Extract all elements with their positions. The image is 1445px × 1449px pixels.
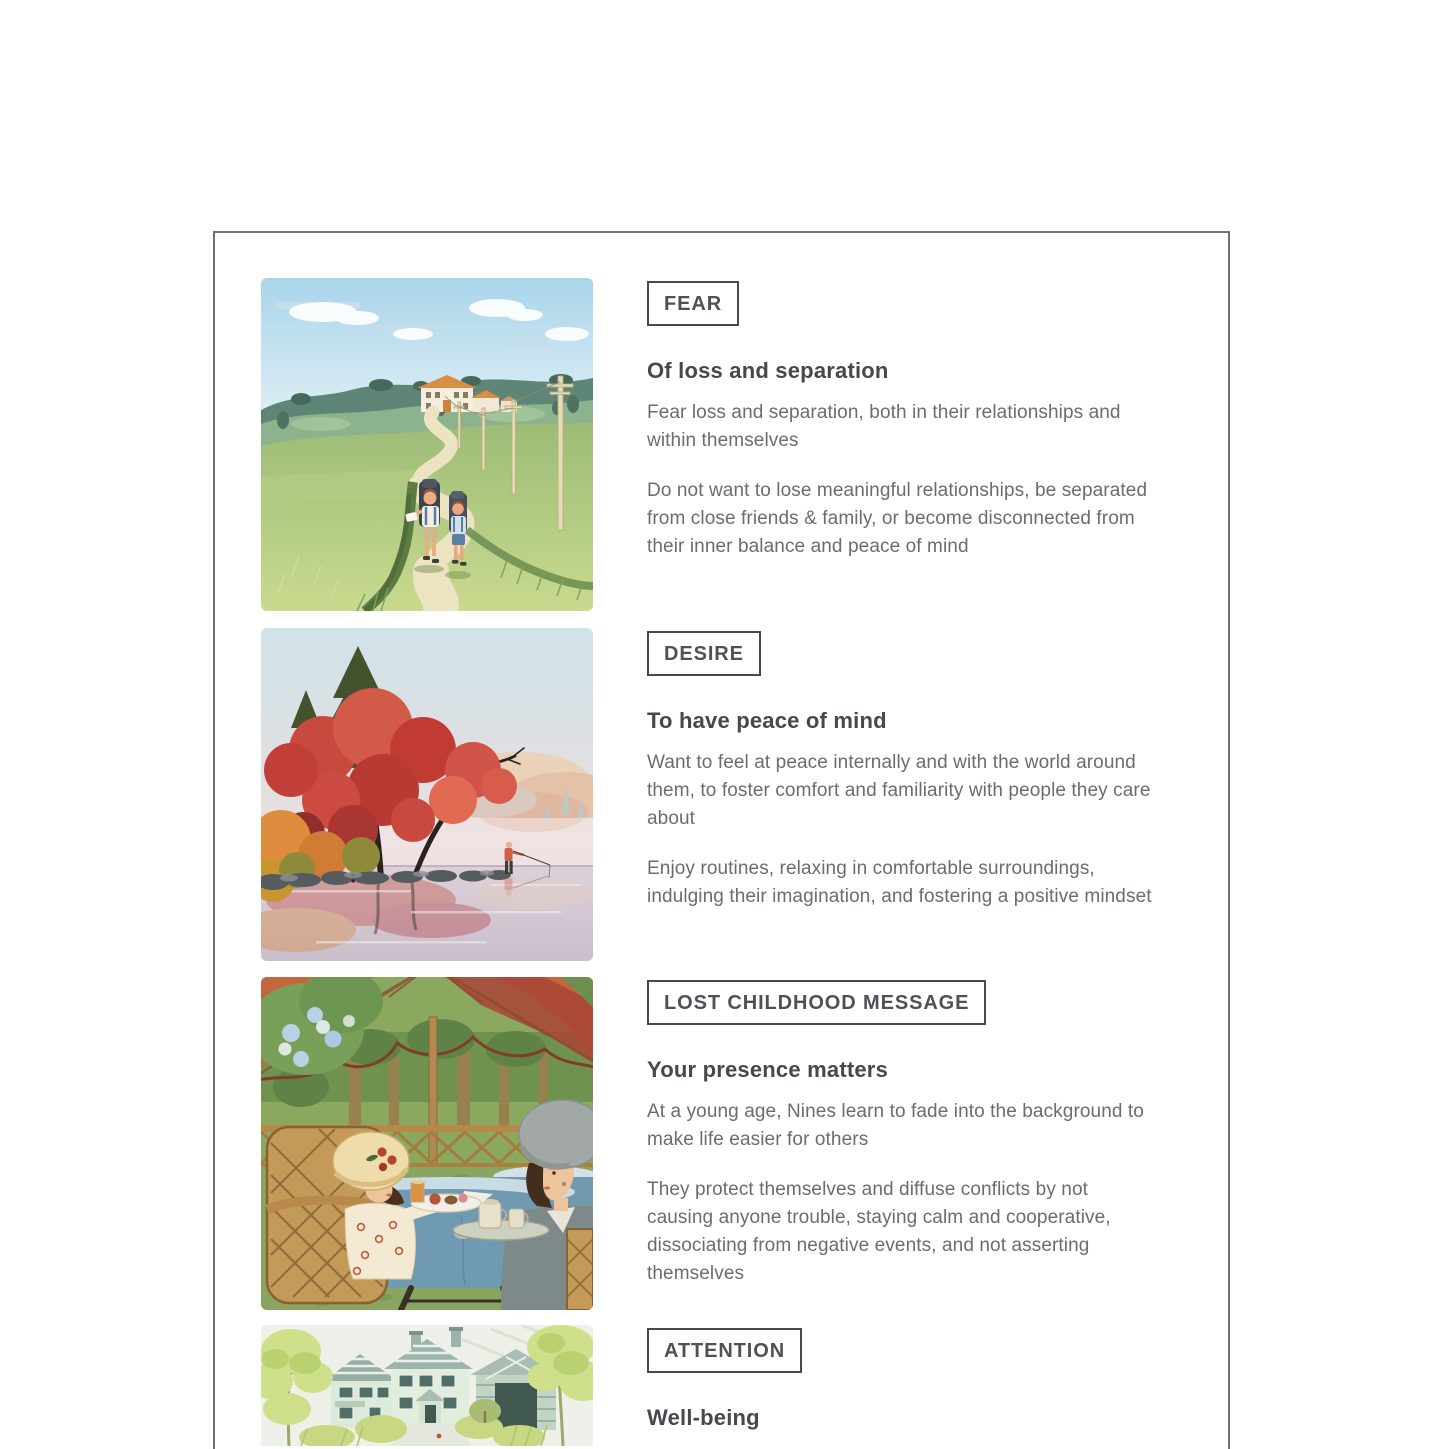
country-house-image — [261, 1325, 593, 1446]
desire-heading: To have peace of mind — [647, 708, 887, 733]
fear-label-badge: FEAR — [647, 281, 739, 326]
attention-heading: Well-being — [647, 1405, 760, 1430]
fear-paragraph-1: Fear loss and separation, both in their relationships and within themselves — [647, 402, 1121, 451]
section-attention — [261, 1325, 1191, 1449]
attention-illustration — [261, 1325, 593, 1446]
section-fear — [261, 278, 1191, 611]
garden-tea-image — [261, 977, 593, 1310]
autumn-lake-image — [261, 628, 593, 961]
lost-childhood-paragraph-1: At a young age, Nines learn to fade into the background to make life easier for others — [647, 1101, 1144, 1150]
lost-childhood-label-badge: LOST CHILDHOOD MESSAGE — [647, 980, 986, 1025]
lost-childhood-content — [647, 977, 1152, 1288]
section-desire — [261, 628, 1191, 961]
fear-content — [647, 278, 1152, 561]
document-page — [213, 231, 1230, 1449]
attention-content — [647, 1325, 1152, 1430]
desire-label-badge: DESIRE — [647, 631, 761, 676]
lost-childhood-illustration — [261, 977, 593, 1310]
section-lost-childhood-message — [261, 977, 1191, 1310]
lost-childhood-heading: Your presence matters — [647, 1057, 889, 1082]
fear-illustration — [261, 278, 593, 611]
desire-illustration — [261, 628, 593, 961]
lost-childhood-paragraph-2: They protect themselves and diffuse conflicts by not causing anyone trouble, staying calm and cooperative, dissociating from negative events, and not asserting themselves — [647, 1179, 1111, 1284]
desire-paragraph-1: Want to feel at peace internally and with the world around them, to foster comfort and familiarity with people they care about — [647, 752, 1151, 829]
desire-content — [647, 628, 1152, 911]
fear-heading: Of loss and separation — [647, 358, 889, 383]
desire-paragraph-2: Enjoy routines, relaxing in comfortable surroundings, indulging their imagination, and fostering a positive mindset — [647, 858, 1152, 907]
fear-paragraph-2: Do not want to lose meaningful relationships, be separated from close friends & family, or become disconnected from their inner balance and peace of mind — [647, 480, 1148, 557]
attention-label-badge: ATTENTION — [647, 1328, 802, 1373]
countryside-road-image — [261, 278, 593, 611]
